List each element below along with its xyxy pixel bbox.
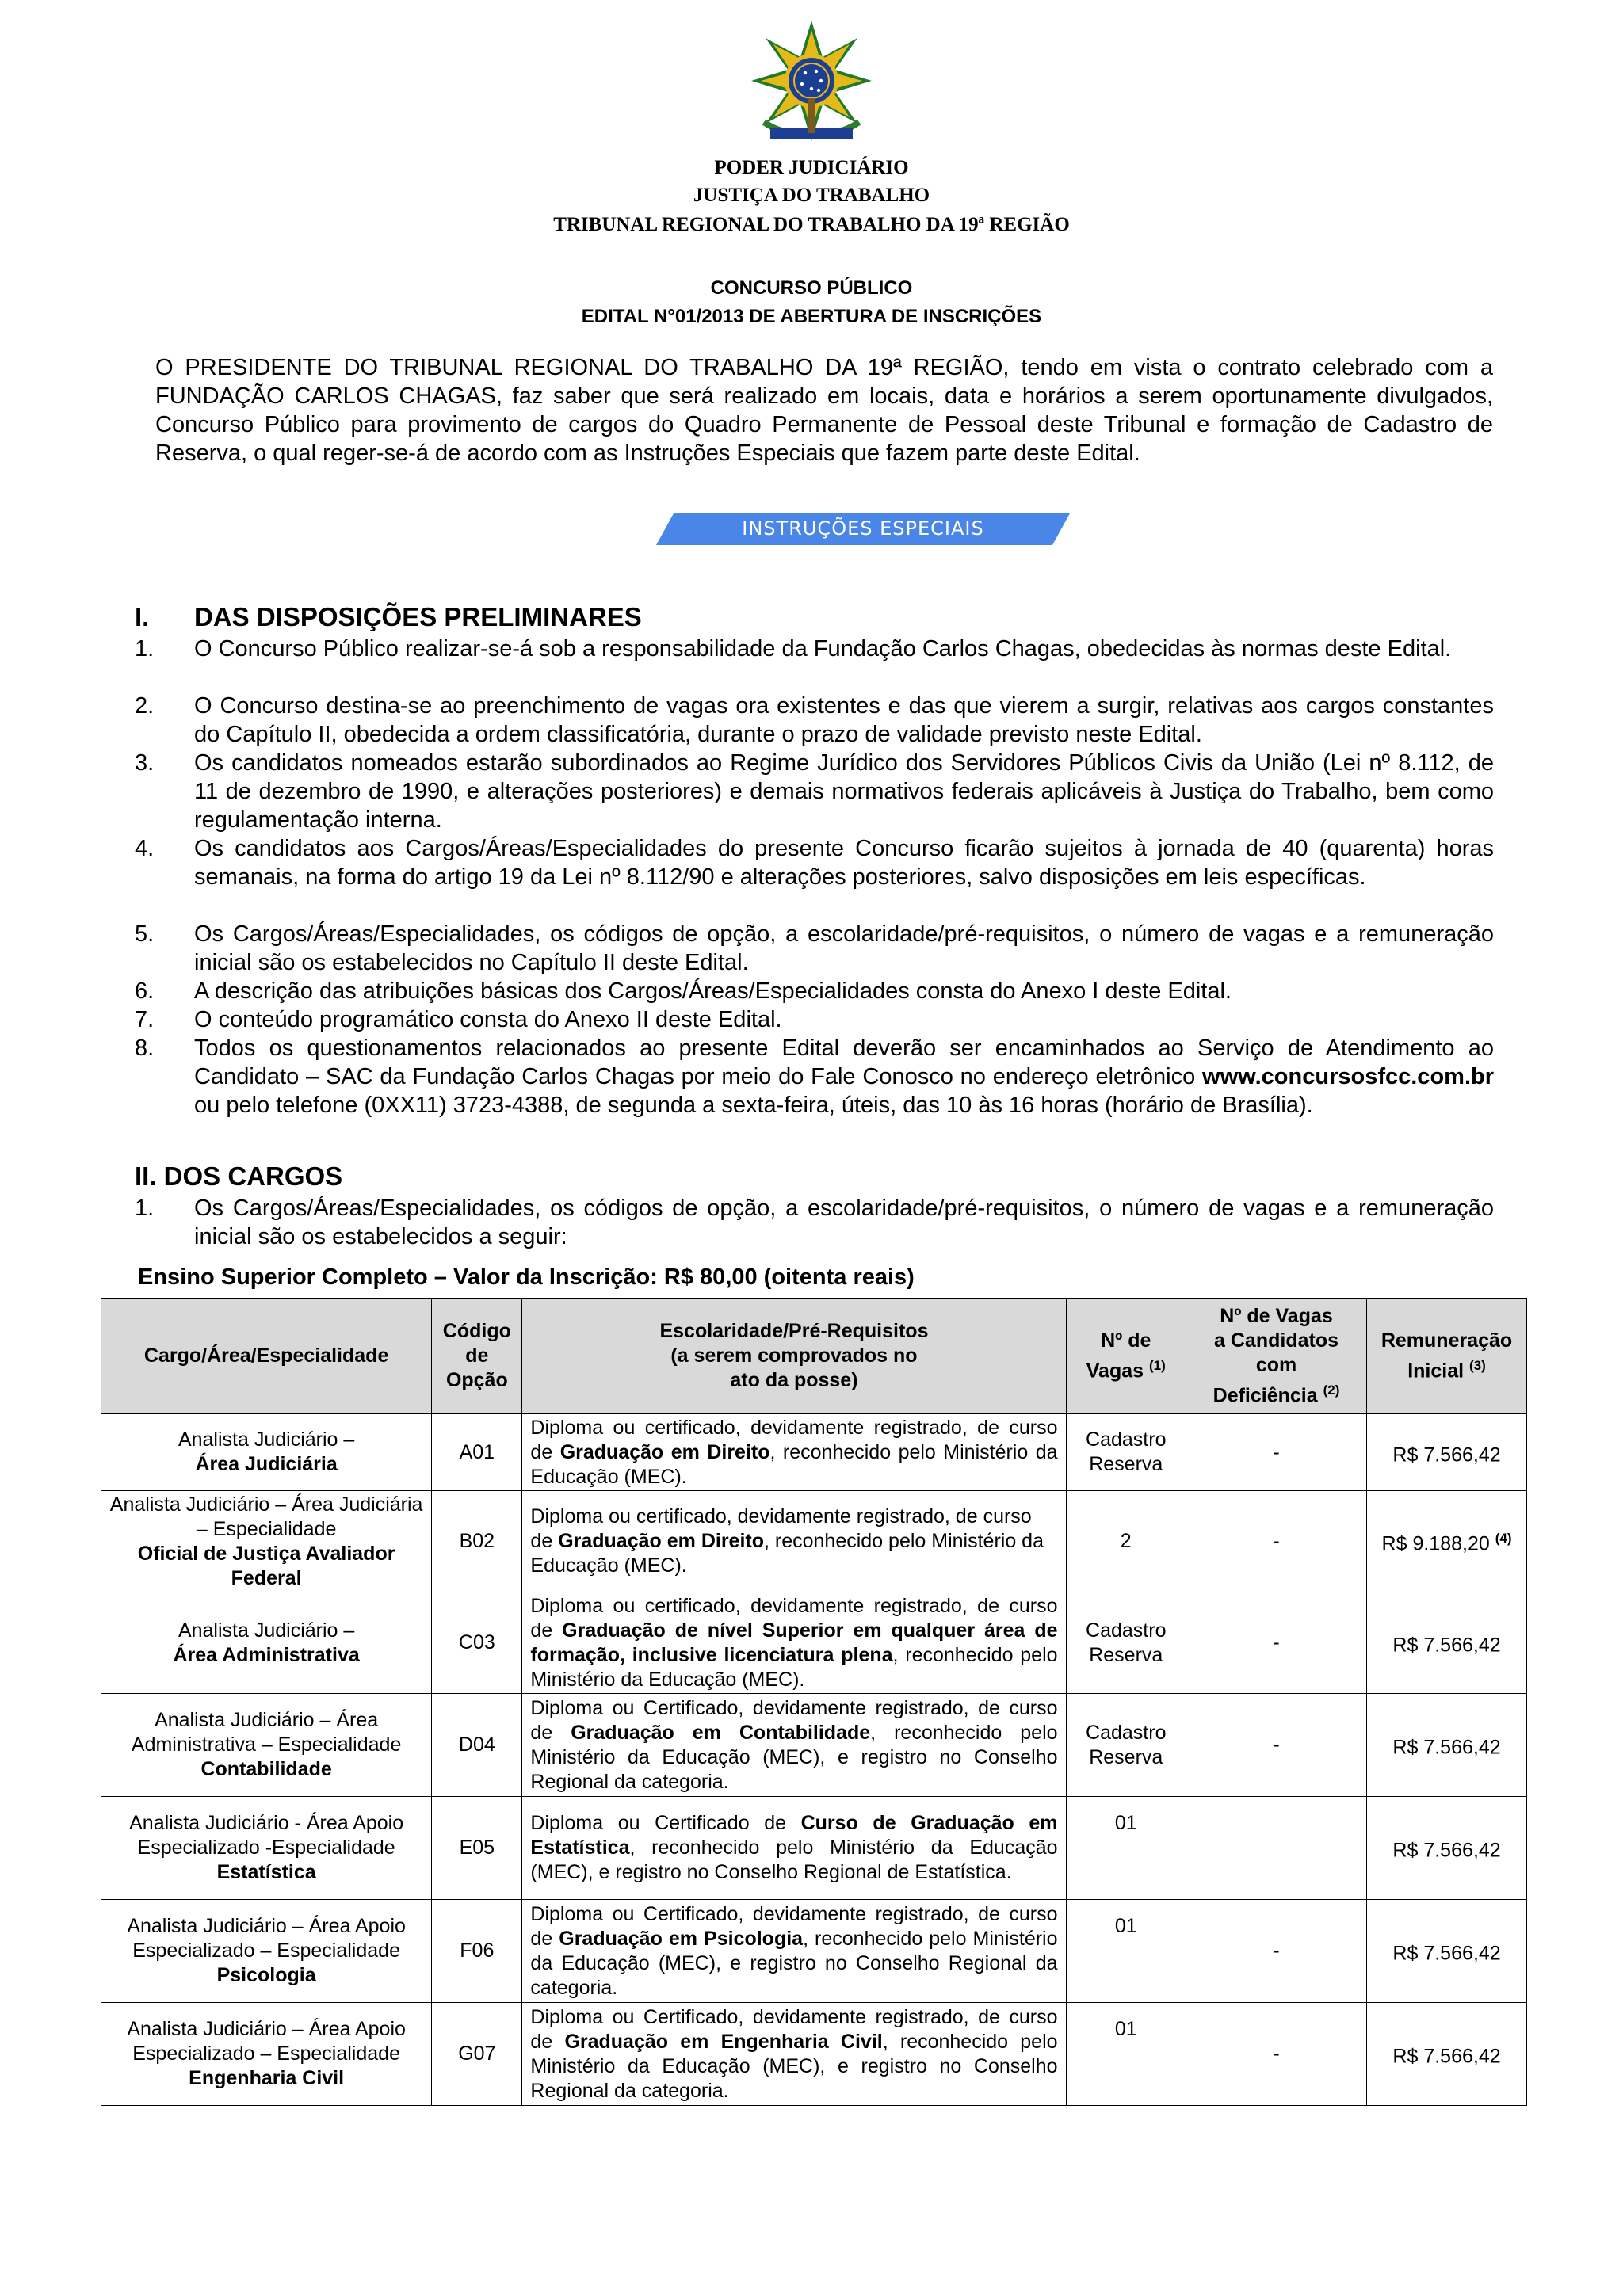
cell-remuneracao: R$ 7.566,42: [1367, 1797, 1527, 1900]
table-row: [101, 1797, 1527, 1900]
list-item: A descrição das atribuições básicas dos Cargos/Áreas/Especialidades consta do Anexo I deste Edital.: [194, 978, 1232, 1004]
cell-deficiencia: -: [1186, 1592, 1366, 1694]
cell-cargo: Analista Judiciário - Área Apoio Especializado -Especialidade Estatística: [101, 1797, 432, 1900]
cell-cargo: Analista Judiciário – Área Apoio Especializado – Especialidade Psicologia: [101, 1900, 432, 2003]
concurso-title: CONCURSO PÚBLICO: [710, 277, 913, 299]
cell-vagas: 01: [1066, 1900, 1186, 2003]
cell-escolaridade: Diploma ou Certificado, devidamente registrado, de curso de Graduação em Psicologia, reconhecido pelo Ministério da Educação (MEC), e registro no Conselho Regional da categoria.: [522, 1900, 1066, 2003]
cell-remuneracao: R$ 7.566,42: [1367, 1694, 1527, 1797]
table-row: [101, 1694, 1527, 1797]
cell-vagas: Cadastro Reserva: [1066, 1694, 1186, 1797]
cell-remuneracao: R$ 7.566,42: [1367, 2003, 1527, 2106]
cell-deficiencia: -: [1186, 1414, 1366, 1491]
cell-remuneracao: R$ 7.566,42: [1367, 1900, 1527, 2003]
col-header-cargo: Cargo/Área/Especialidade: [101, 1299, 432, 1414]
cell-codigo: E05: [432, 1797, 522, 1900]
cell-vagas: 01: [1066, 2003, 1186, 2106]
edital-title: EDITAL N°01/2013 DE ABERTURA DE INSCRIÇÕES: [581, 306, 1042, 327]
cell-vagas: 2: [1066, 1491, 1186, 1592]
cell-escolaridade: Diploma ou certificado, devidamente registrado, de curso de Graduação em Direito, reconhecido pelo Ministério da Educação (MEC).: [522, 1414, 1066, 1491]
list-item: Os candidatos aos Cargos/Áreas/Especialidades do presente Concurso ficarão sujeitos à jornada de 40 (quarenta) horas semanais, na forma do artigo 19 da Lei nº 8.112/90 e alterações posteriores, salvo disposições em leis específicas.: [194, 836, 1494, 890]
list-item: O Concurso destina-se ao preenchimento de vagas ora existentes e das que vierem a surgir, relativas aos cargos constantes do Capítulo II, obedecida a ordem classificatória, durante o prazo de validade previsto neste Edital.: [194, 693, 1494, 747]
section1-title: DAS DISPOSIÇÕES PRELIMINARES: [194, 602, 642, 631]
cell-escolaridade: Diploma ou Certificado, devidamente registrado, de curso de Graduação em Engenharia Civil, reconhecido pelo Ministério da Educação (MEC), e registro no Conselho Regional da categoria.: [522, 2003, 1066, 2106]
cell-escolaridade: Diploma ou Certificado de Curso de Graduação em Estatística, reconhecido pelo Ministério da Educação (MEC), e registro no Conselho Regional de Estatística.: [522, 1797, 1066, 1900]
col-header-remuneracao: Remuneração Inicial $^{(3)}$: [1367, 1299, 1527, 1414]
item-number: 1.: [135, 1196, 155, 1221]
cell-escolaridade: Diploma ou certificado, devidamente registrado, de curso de Graduação de nível Superior em qualquer área de formação, inclusive licenciatura plena, reconhecido pelo Ministério da Educação (MEC).: [522, 1592, 1066, 1694]
item-number: 8.: [135, 1035, 155, 1061]
header-line-3: TRIBUNAL REGIONAL DO TRABALHO DA 19ª REGIÃO: [553, 214, 1070, 235]
cell-codigo: D04: [432, 1694, 522, 1797]
item-number: 3.: [135, 750, 155, 776]
cell-codigo: G07: [432, 2003, 522, 2106]
item-number: 7.: [135, 1007, 155, 1032]
banner-text: INSTRUÇÕES ESPECIAIS: [742, 517, 984, 540]
cell-remuneracao: R$ 9.188,20 $^{(4)}$: [1367, 1491, 1527, 1592]
header-line-2: JUSTIÇA DO TRABALHO: [693, 185, 930, 206]
cell-vagas: Cadastro Reserva: [1066, 1592, 1186, 1694]
cell-cargo: Analista Judiciário – Área Administrativa: [101, 1592, 432, 1694]
cell-codigo: C03: [432, 1592, 522, 1694]
cell-cargo: Analista Judiciário – Área Administrativa – Especialidade Contabilidade: [101, 1694, 432, 1797]
cargos-table: [101, 1298, 1527, 2106]
table-row: [101, 1900, 1527, 2003]
table-row: [101, 1491, 1527, 1592]
coat-of-arms-emblem: [747, 19, 876, 149]
list-item: O Concurso Público realizar-se-á sob a responsabilidade da Fundação Carlos Chagas, obedecidas às normas deste Edital.: [194, 636, 1452, 662]
intro-paragraph: O PRESIDENTE DO TRIBUNAL REGIONAL DO TRABALHO DA 19ª REGIÃO, tendo em vista o contrato celebrado com a FUNDAÇÃO CARLOS CHAGAS, faz saber que será realizado em locais, data e horários a serem oportunamente divulgados, Concurso Público para provimento de cargos do Quadro Permanente de Pessoal deste Tribunal e formação de Cadastro de Reserva, o qual reger-se-á de acordo com as Instruções Especiais que fazem parte deste Edital.: [155, 355, 1493, 466]
cell-deficiencia: [1186, 1797, 1366, 1900]
cell-deficiencia: -: [1186, 2003, 1366, 2106]
table-row: [101, 2003, 1527, 2106]
list-item-contact: [194, 1034, 1494, 1119]
cell-codigo: F06: [432, 1900, 522, 2003]
section1-number: I.: [135, 602, 150, 631]
item-number: 5.: [135, 921, 155, 947]
fcc-website-link[interactable]: www.concursosfcc.com.br: [1202, 1064, 1494, 1089]
table-header-row: [101, 1299, 1527, 1414]
col-header-deficiencia: Nº de Vagas a Candidatos com Deficiência $^{(2)}$: [1186, 1299, 1366, 1414]
cell-deficiencia: -: [1186, 1900, 1366, 2003]
cell-vagas: Cadastro Reserva: [1066, 1414, 1186, 1491]
cell-escolaridade: Diploma ou certificado, devidamente registrado, de curso de Graduação em Direito, reconhecido pelo Ministério da Educação (MEC).: [522, 1491, 1066, 1592]
list-item: Os Cargos/Áreas/Especialidades, os códigos de opção, a escolaridade/pré-requisitos, o número de vagas e a remuneração inicial são os estabelecidos a seguir:: [194, 1196, 1494, 1249]
table-row: [101, 1414, 1527, 1491]
cell-deficiencia: -: [1186, 1694, 1366, 1797]
table-row: [101, 1592, 1527, 1694]
cell-codigo: B02: [432, 1491, 522, 1592]
item-number: 6.: [135, 978, 155, 1004]
cell-remuneracao: R$ 7.566,42: [1367, 1592, 1527, 1694]
cell-cargo: Analista Judiciário – Área Judiciária: [101, 1414, 432, 1491]
instrucoes-banner: [656, 513, 1070, 545]
col-header-escolaridade: Escolaridade/Pré-Requisitos (a serem comprovados no ato da posse): [522, 1299, 1066, 1414]
cell-deficiencia: -: [1186, 1491, 1366, 1592]
col-header-codigo: Código de Opção: [432, 1299, 522, 1414]
item-number: 4.: [135, 836, 155, 861]
cell-codigo: A01: [432, 1414, 522, 1491]
contact-text-after: ou pelo telefone (0XX11) 3723-4388, de segunda a sexta-feira, úteis, das 10 às 16 horas (horário de Brasília).: [194, 1093, 1313, 1118]
cell-escolaridade: Diploma ou Certificado, devidamente registrado, de curso de Graduação em Contabilidade, reconhecido pelo Ministério da Educação (MEC), e registro no Conselho Regional da categoria.: [522, 1694, 1066, 1797]
cell-remuneracao: R$ 7.566,42: [1367, 1414, 1527, 1491]
section2-title: II. DOS CARGOS: [135, 1161, 343, 1191]
cell-vagas: 01: [1066, 1797, 1186, 1900]
inscription-value-subtitle: Ensino Superior Completo – Valor da Inscrição: R$ 80,00 (oitenta reais): [138, 1264, 915, 1290]
list-item: O conteúdo programático consta do Anexo II deste Edital.: [194, 1007, 782, 1032]
header-line-1: PODER JUDICIÁRIO: [714, 157, 909, 178]
cell-cargo: Analista Judiciário – Área Judiciária – Especialidade Oficial de Justiça Avaliador Federal: [101, 1491, 432, 1592]
cell-cargo: Analista Judiciário – Área Apoio Especializado – Especialidade Engenharia Civil: [101, 2003, 432, 2106]
list-item: Os Cargos/Áreas/Especialidades, os códigos de opção, a escolaridade/pré-requisitos, o número de vagas e a remuneração inicial são os estabelecidos no Capítulo II deste Edital.: [194, 921, 1494, 975]
item-number: 1.: [135, 636, 155, 662]
contact-text-before: Todos os questionamentos relacionados ao presente Edital deverão ser encaminhados ao Serviço de Atendimento ao Candidato – SAC da Fundação Carlos Chagas por meio do Fale Conosco no endereço eletrônico: [194, 1035, 1494, 1089]
col-header-vagas: Nº de Vagas $^{(1)}$: [1066, 1299, 1186, 1414]
item-number: 2.: [135, 693, 155, 719]
list-item: Os candidatos nomeados estarão subordinados ao Regime Jurídico dos Servidores Públicos Civis da União (Lei nº 8.112, de 11 de dezembro de 1990, e alterações posteriores) e demais normativos federais aplicáveis à Justiça do Trabalho, bem como regulamentação interna.: [194, 750, 1494, 833]
